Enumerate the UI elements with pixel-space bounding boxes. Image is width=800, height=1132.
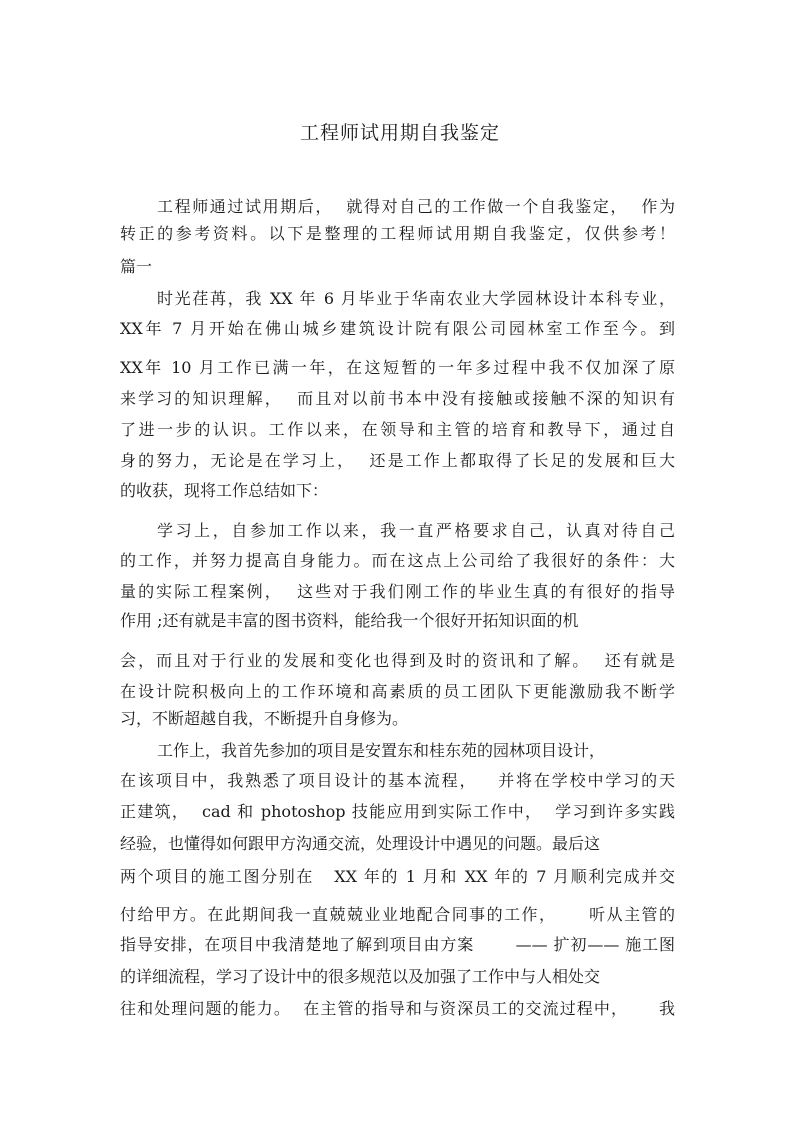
paragraph-line: XX年 10 月工作已满一年，在这短暂的一年多过程中我不仅加深了原 (120, 358, 675, 377)
paragraph-line: 的工作，并努力提高自身能力。而在这点上公司给了我很好的条件：大 (120, 551, 675, 570)
paragraph-line: 的详细流程，学习了设计中的很多规范以及加强了工作中与人相处交 (120, 967, 601, 986)
paragraph-line: 学习上，自参加工作以来，我一直严格要求自己，认真对待自己 (157, 521, 675, 540)
document-title: 工程师试用期自我鉴定 (299, 122, 500, 144)
paragraph-line: 来学习的知识理解， 而且对以前书本中没有接触或接触不深的知识有 (120, 389, 675, 408)
paragraph-line: 在设计院积极向上的工作环境和高素质的员工团队下更能激励我不断学 (120, 682, 675, 701)
paragraph-line: 往和处理问题的能力。 在主管的指导和与资深员工的交流过程中， 我 (120, 999, 675, 1018)
paragraph-line: 时光荏苒，我 XX 年 6 月毕业于华南农业大学园林设计本科专业， (157, 289, 675, 308)
paragraph-line: XX年 7 月开始在佛山城乡建筑设计院有限公司园林室工作至今。到 (120, 319, 675, 338)
paragraph-line: 转正的参考资料。以下是整理的工程师试用期自我鉴定，仅供参考！ (120, 224, 675, 243)
paragraph-line: 正建筑， cad 和 photoshop 技能应用到实际工作中， 学习到许多实践 (120, 802, 675, 821)
paragraph-line: 了进一步的认识。工作以来，在领导和主管的培育和教导下，通过自 (120, 420, 675, 439)
paragraph-line: 两个项目的施工图分别在 XX 年的 1 月和 XX 年的 7 月顺利完成并交 (120, 867, 675, 886)
paragraph-line: 的收获，现将工作总结如下： (120, 481, 329, 500)
paragraph-line: 会，而且对于行业的发展和变化也得到及时的资讯和了解。 还有就是 (120, 651, 675, 670)
paragraph-line: 工程师通过试用期后， 就得对自己的工作做一个自我鉴定， 作为 (157, 197, 675, 216)
paragraph-line: 工作上，我首先参加的项目是安置东和桂东苑的园林项目设计， (157, 741, 606, 760)
paragraph-line: 身的努力，无论是在学习上， 还是工作上都取得了长足的发展和巨大 (120, 451, 675, 470)
paragraph-line: 习，不断超越自我，不断提升自身修为。 (120, 709, 409, 728)
paragraph-line: 指导安排，在项目中我清楚地了解到项目由方案 —— 扩初—— 施工图 (120, 935, 675, 954)
paragraph-line: 在该项目中，我熟悉了项目设计的基本流程， 并将在学校中学习的天 (120, 771, 675, 790)
paragraph-line: 经验，也懂得如何跟甲方沟通交流，处理设计中遇见的问题。最后这 (120, 834, 601, 853)
paragraph-line: 付给甲方。在此期间我一直兢兢业业地配合同事的工作， 听从主管的 (120, 905, 675, 924)
paragraph-line: 作用 ;还有就是丰富的图书资料，能给我一个很好开拓知识面的机 (120, 611, 579, 630)
paragraph-line: 量的实际工程案例， 这些对于我们刚工作的毕业生真的有很好的指导 (120, 582, 675, 601)
section-heading: 篇一 (120, 257, 153, 276)
